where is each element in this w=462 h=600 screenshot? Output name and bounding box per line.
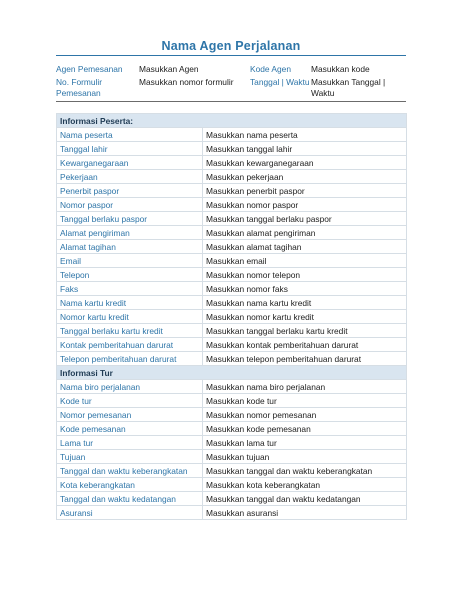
kode-agen-label: Kode Agen <box>250 64 291 74</box>
header-row <box>56 64 406 77</box>
field-label: Alamat pengiriman <box>57 226 203 240</box>
table-row <box>57 282 407 296</box>
table-row <box>57 212 407 226</box>
table-row <box>57 352 407 366</box>
table-row <box>57 450 407 464</box>
field-label: Tanggal dan waktu keberangkatan <box>57 464 203 478</box>
table-row <box>57 464 407 478</box>
table-row <box>57 128 407 142</box>
field-value[interactable]: Masukkan kewarganegaraan <box>203 156 407 170</box>
table-row <box>57 296 407 310</box>
field-value[interactable]: Masukkan tanggal berlaku paspor <box>203 212 407 226</box>
field-value[interactable]: Masukkan tujuan <box>203 450 407 464</box>
table-row <box>57 436 407 450</box>
details-table <box>56 113 407 520</box>
field-label: Nama biro perjalanan <box>57 380 203 394</box>
field-label: Kode pemesanan <box>57 422 203 436</box>
field-value[interactable]: Masukkan email <box>203 254 407 268</box>
table-row <box>57 268 407 282</box>
section-title: Informasi Tur <box>57 366 407 380</box>
field-label: Penerbit paspor <box>57 184 203 198</box>
field-value[interactable]: Masukkan nama kartu kredit <box>203 296 407 310</box>
field-value[interactable]: Masukkan nomor kartu kredit <box>203 310 407 324</box>
field-label: Telepon <box>57 268 203 282</box>
field-value[interactable]: Masukkan nomor pemesanan <box>203 408 407 422</box>
page-title: Nama Agen Perjalanan <box>161 39 301 53</box>
header-divider <box>56 101 406 102</box>
table-row <box>57 380 407 394</box>
field-value[interactable]: Masukkan tanggal dan waktu kedatangan <box>203 492 407 506</box>
field-label: Faks <box>57 282 203 296</box>
field-label: Nomor kartu kredit <box>57 310 203 324</box>
field-label: Tanggal berlaku paspor <box>57 212 203 226</box>
table-row <box>57 478 407 492</box>
field-label: Kota keberangkatan <box>57 478 203 492</box>
field-value[interactable]: Masukkan tanggal dan waktu keberangkatan <box>203 464 407 478</box>
table-row <box>57 506 407 520</box>
field-value[interactable]: Masukkan asuransi <box>203 506 407 520</box>
table-row <box>57 492 407 506</box>
field-value[interactable]: Masukkan telepon pemberitahuan darurat <box>203 352 407 366</box>
table-row <box>57 198 407 212</box>
field-label: Kewarganegaraan <box>57 156 203 170</box>
formulir-field[interactable]: Masukkan nomor formulir <box>139 77 234 87</box>
kode-agen-field[interactable]: Masukkan kode <box>311 64 370 74</box>
table-row <box>57 338 407 352</box>
field-value[interactable]: Masukkan nama peserta <box>203 128 407 142</box>
table-row <box>57 422 407 436</box>
agen-label: Agen Pemesanan <box>56 64 123 74</box>
field-value[interactable]: Masukkan kontak pemberitahuan darurat <box>203 338 407 352</box>
header-row <box>56 77 406 98</box>
field-label: Lama tur <box>57 436 203 450</box>
field-value[interactable]: Masukkan kode tur <box>203 394 407 408</box>
field-label: Tujuan <box>57 450 203 464</box>
table-row <box>57 226 407 240</box>
section-header-row <box>57 114 407 128</box>
field-label: Asuransi <box>57 506 203 520</box>
title-divider <box>56 55 406 56</box>
table-row <box>57 324 407 338</box>
field-label: Nama peserta <box>57 128 203 142</box>
field-value[interactable]: Masukkan tanggal lahir <box>203 142 407 156</box>
table-row <box>57 254 407 268</box>
table-row <box>57 142 407 156</box>
field-value[interactable]: Masukkan pekerjaan <box>203 170 407 184</box>
field-label: Tanggal berlaku kartu kredit <box>57 324 203 338</box>
field-label: Pekerjaan <box>57 170 203 184</box>
section-title: Informasi Peserta: <box>57 114 407 128</box>
section-header-row <box>57 366 407 380</box>
field-label: Telepon pemberitahuan darurat <box>57 352 203 366</box>
table-row <box>57 170 407 184</box>
field-value[interactable]: Masukkan alamat tagihan <box>203 240 407 254</box>
field-value[interactable]: Masukkan tanggal berlaku kartu kredit <box>203 324 407 338</box>
table-row <box>57 408 407 422</box>
agen-field[interactable]: Masukkan Agen <box>139 64 199 74</box>
field-value[interactable]: Masukkan nomor telepon <box>203 268 407 282</box>
table-row <box>57 240 407 254</box>
booking-form <box>56 38 406 520</box>
field-label: Kontak pemberitahuan darurat <box>57 338 203 352</box>
formulir-label: No. Formulir Pemesanan <box>56 77 103 98</box>
table-row <box>57 310 407 324</box>
field-label: Tanggal dan waktu kedatangan <box>57 492 203 506</box>
header-info-table <box>56 64 406 98</box>
tanggal-waktu-field[interactable]: Masukkan Tanggal | Waktu <box>311 77 386 98</box>
field-label: Alamat tagihan <box>57 240 203 254</box>
tanggal-waktu-label: Tanggal | Waktu <box>250 77 310 87</box>
field-label: Email <box>57 254 203 268</box>
field-label: Nomor paspor <box>57 198 203 212</box>
table-row <box>57 394 407 408</box>
field-value[interactable]: Masukkan nomor faks <box>203 282 407 296</box>
table-row <box>57 156 407 170</box>
field-value[interactable]: Masukkan alamat pengiriman <box>203 226 407 240</box>
field-value[interactable]: Masukkan nomor paspor <box>203 198 407 212</box>
field-value[interactable]: Masukkan nama biro perjalanan <box>203 380 407 394</box>
field-label: Kode tur <box>57 394 203 408</box>
table-row <box>57 184 407 198</box>
field-label: Nomor pemesanan <box>57 408 203 422</box>
field-label: Tanggal lahir <box>57 142 203 156</box>
field-value[interactable]: Masukkan penerbit paspor <box>203 184 407 198</box>
field-value[interactable]: Masukkan kota keberangkatan <box>203 478 407 492</box>
field-label: Nama kartu kredit <box>57 296 203 310</box>
field-value[interactable]: Masukkan kode pemesanan <box>203 422 407 436</box>
field-value[interactable]: Masukkan lama tur <box>203 436 407 450</box>
